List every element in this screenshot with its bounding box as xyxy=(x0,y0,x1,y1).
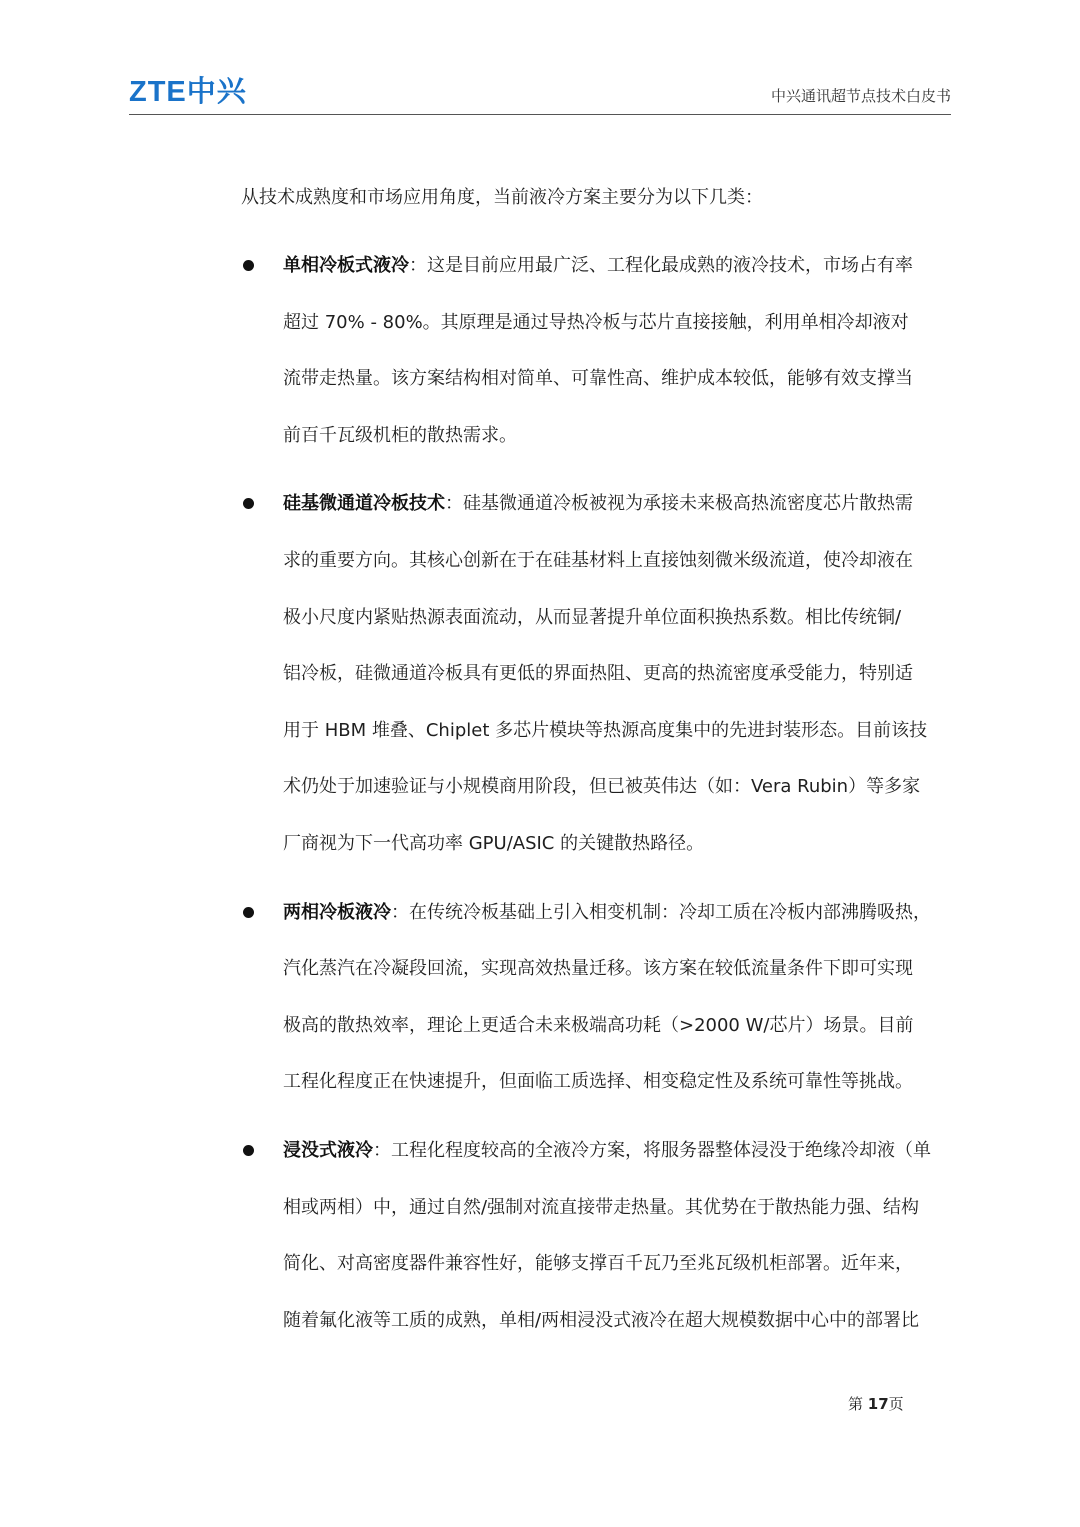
list-item xyxy=(241,238,953,464)
item-line: 极高的散热效率，理论上更适合未来极端高功耗（>2000 W/芯片）场景。目前 xyxy=(283,1014,914,1036)
item-line: 术仍处于加速验证与小规模商用阶段，但已被英伟达（如：Vera Rubin）等多家 xyxy=(283,776,921,798)
page-header xyxy=(129,74,951,115)
item-line xyxy=(283,1123,953,1180)
item-line: 前百千瓦级机柜的散热需求。 xyxy=(283,424,517,446)
item-line: 流带走热量。该方案结构相对简单、可靠性高、维护成本较低，能够有效支撑当 xyxy=(283,368,913,390)
item-term: 两相冷板液冷 xyxy=(283,901,391,923)
bullet-icon xyxy=(243,907,254,918)
item-term: 单相冷板式液冷 xyxy=(283,255,409,276)
item-line: 厂商视为下一代高功率 GPU/ASIC 的关键散热路径。 xyxy=(283,832,705,854)
item-text: ：这是目前应用最广泛、工程化最成熟的液冷技术，市场占有率 xyxy=(409,255,913,276)
page-body xyxy=(241,170,953,1361)
item-line: 求的重要方向。其核心创新在于在硅基材料上直接蚀刻微米级流道，使冷却液在 xyxy=(283,549,913,571)
bullet-icon xyxy=(243,1145,254,1156)
page-number xyxy=(848,1394,904,1414)
item-line: 随着氟化液等工质的成熟，单相/两相浸没式液冷在超大规模数据中心中的部署比 xyxy=(283,1309,920,1331)
item-line: 极小尺度内紧贴热源表面流动，从而显著提升单位面积换热系数。相比传统铜/ xyxy=(283,606,902,628)
page-number-value: 17 xyxy=(867,1395,889,1413)
item-line: 铝冷板，硅微通道冷板具有更低的界面热阻、更高的热流密度承受能力，特别适 xyxy=(283,663,913,685)
item-line xyxy=(283,885,953,942)
item-line: 汽化蒸汽在冷凝段回流，实现高效热量迁移。该方案在较低流量条件下即可实现 xyxy=(283,958,913,980)
item-line: 用于 HBM 堆叠、Chiplet 多芯片模块等热源高度集中的先进封装形态。目前该技 xyxy=(283,719,928,741)
bullet-icon xyxy=(243,260,254,271)
list-item xyxy=(241,476,953,872)
document-title: 中兴通讯超节点技术白皮书 xyxy=(770,87,951,105)
page-number-prefix: 第 xyxy=(848,1395,868,1413)
item-term: 硅基微通道冷板技术 xyxy=(283,493,445,515)
bullet-icon xyxy=(243,498,254,509)
zte-logo: ZTE中兴 xyxy=(129,76,247,108)
list-item xyxy=(241,1123,953,1349)
item-text: ：硅基微通道冷板被视为承接未来极高热流密度芯片散热需 xyxy=(445,493,913,515)
item-text: ：在传统冷板基础上引入相变机制：冷却工质在冷板内部沸腾吸热， xyxy=(391,901,931,923)
page-number-suffix: 页 xyxy=(888,1395,904,1413)
intro-paragraph: 从技术成熟度和市场应用角度，当前液冷方案主要分为以下几类： xyxy=(241,187,763,208)
item-line xyxy=(283,476,953,533)
item-term: 浸没式液冷 xyxy=(283,1139,373,1161)
item-line: 相或两相）中，通过自然/强制对流直接带走热量。其优势在于散热能力强、结构 xyxy=(283,1196,920,1218)
item-text: ：工程化程度较高的全液冷方案，将服务器整体浸没于绝缘冷却液（单 xyxy=(373,1139,931,1161)
item-line xyxy=(283,238,953,295)
item-line: 简化、对高密度器件兼容性好，能够支撑百千瓦乃至兆瓦级机柜部署。近年来， xyxy=(283,1253,913,1275)
list-item xyxy=(241,885,953,1111)
item-line: 超过 70% - 80%。其原理是通过导热冷板与芯片直接接触，利用单相冷却液对 xyxy=(283,311,909,333)
item-line: 工程化程度正在快速提升，但面临工质选择、相变稳定性及系统可靠性等挑战。 xyxy=(283,1071,913,1093)
